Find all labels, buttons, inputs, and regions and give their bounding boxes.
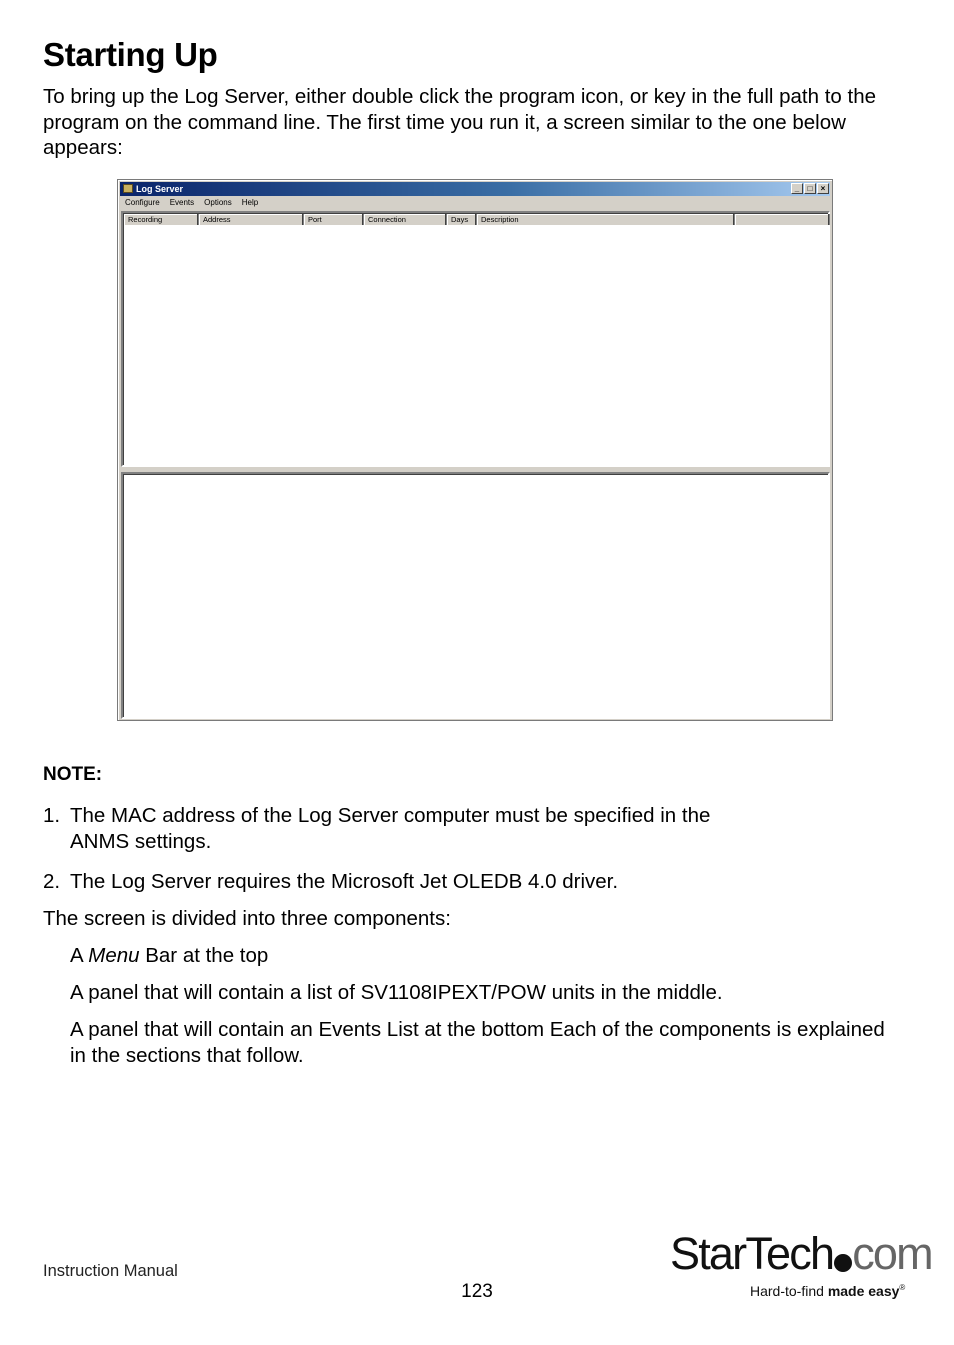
component-units-panel: A panel that will contain a list of SV1108IPEXT/POW units in the middle. <box>70 981 723 1004</box>
column-recording[interactable]: Recording <box>124 214 199 225</box>
column-filler <box>735 214 830 225</box>
units-list-panel[interactable] <box>121 211 830 467</box>
note-item-text: The Log Server requires the Microsoft Jet OLEDB 4.0 driver. <box>70 870 619 893</box>
component-menu-bar <box>70 943 268 969</box>
tagline-light: Hard-to-find <box>750 1283 828 1299</box>
column-connection[interactable]: Connection <box>364 214 447 225</box>
column-header-row <box>124 214 828 225</box>
events-list-panel[interactable] <box>121 472 830 719</box>
intro-paragraph: To bring up the Log Server, either double click the program icon, or key in the full path to the program on the command line. The first time you run it, a screen similar to the one below appears: <box>43 85 877 159</box>
menu-options[interactable]: Options <box>204 198 232 207</box>
note-item-number: 2. <box>43 870 61 893</box>
page-number: 123 <box>461 1281 493 1302</box>
logo-brand-com: com <box>852 1228 932 1279</box>
logo-dot-icon <box>834 1254 852 1272</box>
startech-logo <box>670 1228 932 1280</box>
components-lead: The screen is divided into three components: <box>43 907 451 930</box>
window-controls <box>791 183 829 194</box>
page-title: Starting Up <box>43 36 218 73</box>
note-item <box>43 869 823 895</box>
footer-label: Instruction Manual <box>43 1262 178 1280</box>
component-menu-suffix: Bar at the top <box>139 944 269 967</box>
registered-mark: ® <box>899 1283 906 1292</box>
maximize-button[interactable]: □ <box>804 183 816 194</box>
logo-brand-main: StarTech <box>670 1228 834 1279</box>
column-days[interactable]: Days <box>447 214 477 225</box>
component-menu-prefix: A <box>70 944 89 967</box>
close-button[interactable]: × <box>817 183 829 194</box>
menu-help[interactable]: Help <box>241 198 259 207</box>
menu-bar <box>120 197 830 209</box>
note-label: NOTE: <box>43 764 103 785</box>
note-item-text: The MAC address of the Log Server computer must be specified in the ANMS settings. <box>70 804 711 853</box>
brand-tagline <box>750 1283 905 1299</box>
tagline-bold: made easy <box>827 1283 900 1299</box>
column-address[interactable]: Address <box>199 214 304 225</box>
menu-events[interactable]: Events <box>169 198 195 207</box>
note-item-number: 1. <box>43 804 61 827</box>
window-title: Log Server <box>136 184 184 194</box>
column-port[interactable]: Port <box>304 214 364 225</box>
app-icon <box>123 184 133 193</box>
note-item <box>43 803 823 854</box>
column-description[interactable]: Description <box>477 214 735 225</box>
component-menu-emphasis: Menu <box>88 944 140 967</box>
minimize-button[interactable]: _ <box>791 183 803 194</box>
menu-configure[interactable]: Configure <box>125 198 160 207</box>
component-events-panel: A panel that will contain an Events List at the bottom Each of the components is explained in the sections that follow. <box>70 1018 885 1067</box>
window-titlebar <box>120 182 830 196</box>
log-server-screenshot <box>117 179 833 721</box>
